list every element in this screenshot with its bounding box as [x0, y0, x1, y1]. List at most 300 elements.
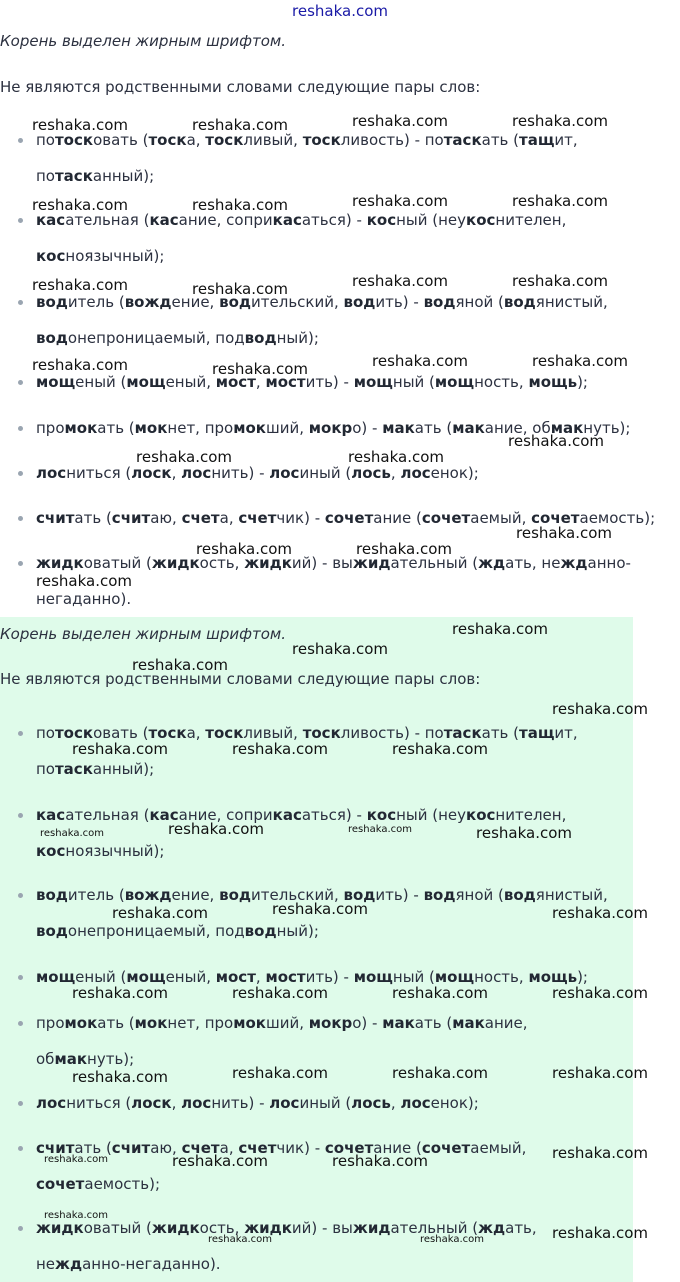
word-part: яной (: [455, 886, 504, 904]
word-part: овать (: [93, 131, 149, 149]
list-item-line: [36, 246, 164, 266]
word-root: вод: [244, 922, 277, 940]
word-root: кас: [272, 806, 302, 824]
word-root: мок: [64, 419, 98, 437]
word-root: тоск: [302, 131, 341, 149]
root-note: Корень выделен жирным шрифтом.: [0, 32, 287, 50]
watermark-text: reshaka.com: [352, 192, 448, 210]
word-part: ить) -: [375, 293, 424, 311]
word-part: ение,: [171, 293, 220, 311]
word-part: нуть);: [583, 419, 631, 437]
word-root: тоск: [205, 724, 244, 742]
bullet-icon: [18, 516, 23, 521]
intro-text: Не являются родственными словами следующие пары слов:: [0, 78, 481, 96]
word-part: ить) -: [305, 968, 354, 986]
watermark-text: reshaka.com: [208, 1234, 272, 1245]
word-root: мощ: [434, 968, 475, 986]
word-part: аться) -: [301, 806, 367, 824]
bullet-icon: [18, 731, 23, 736]
word-root: таск: [443, 724, 482, 742]
word-root: кос: [366, 211, 397, 229]
word-part: аемость);: [84, 1175, 161, 1193]
word-part: а,: [219, 509, 239, 527]
word-root: лос: [181, 1094, 212, 1112]
word-part: нить) -: [211, 464, 270, 482]
word-part: об: [36, 1050, 55, 1068]
word-root: кос: [466, 211, 496, 229]
word-root: мощ: [353, 373, 393, 391]
word-part: анно-негаданно).: [82, 1255, 221, 1273]
word-part: ный (неу: [396, 211, 467, 229]
watermark-text: reshaka.com: [452, 620, 548, 638]
word-part: аемый,: [470, 509, 532, 527]
watermark-text: reshaka.com: [168, 820, 264, 838]
word-root: кос: [466, 806, 496, 824]
word-part: по: [36, 724, 55, 742]
bullet-icon: [18, 1146, 23, 1151]
word-root: жд: [478, 1219, 506, 1237]
watermark-text: reshaka.com: [508, 432, 604, 450]
watermark-text: reshaka.com: [32, 276, 128, 294]
watermark-text: reshaka.com: [552, 1144, 648, 1162]
word-root: мокр: [308, 1014, 353, 1032]
word-part: );: [577, 968, 588, 986]
word-root: кас: [149, 211, 179, 229]
watermark-text: reshaka.com: [172, 1152, 268, 1170]
word-root: тоск: [148, 724, 187, 742]
word-part: нуть);: [87, 1050, 135, 1068]
watermark-text: reshaka.com: [72, 1068, 168, 1086]
bullet-icon: [18, 813, 23, 818]
word-part: по: [36, 760, 55, 778]
word-part: ать (: [414, 1014, 453, 1032]
watermark-text: reshaka.com: [392, 1064, 488, 1082]
word-root: жид: [352, 1219, 391, 1237]
word-root: мощ: [36, 373, 76, 391]
watermark-text: reshaka.com: [32, 196, 128, 214]
word-part: );: [577, 373, 588, 391]
word-part: ать (: [481, 131, 520, 149]
word-root: тащ: [519, 131, 555, 149]
word-root: кас: [36, 806, 66, 824]
list-item-line: [36, 1013, 528, 1033]
word-part: ательная (: [65, 211, 150, 229]
list-item-line: [36, 805, 566, 825]
watermark-text: reshaka.com: [44, 1154, 108, 1165]
word-part: анный);: [92, 167, 155, 185]
word-part: о) -: [352, 1014, 383, 1032]
word-part: анно-: [587, 554, 631, 572]
word-root: счит: [111, 1139, 151, 1157]
word-root: вод: [219, 293, 252, 311]
word-part: ниться (: [66, 1094, 132, 1112]
word-part: ание,: [484, 1014, 528, 1032]
answer-block-2: [0, 617, 633, 1282]
word-part: ливый,: [243, 131, 303, 149]
word-part: ательный (: [390, 554, 479, 572]
word-part: ,: [390, 1094, 401, 1112]
watermark-text: reshaka.com: [32, 356, 128, 374]
word-root: лоск: [131, 464, 172, 482]
watermark-text: reshaka.com: [40, 828, 104, 839]
word-part: яной (: [455, 293, 504, 311]
list-item-line: [36, 1138, 526, 1158]
word-root: вод: [343, 293, 376, 311]
word-part: о) -: [352, 419, 383, 437]
word-root: мощ: [353, 968, 393, 986]
word-part: аю,: [150, 509, 182, 527]
word-root: счит: [36, 509, 75, 527]
word-part: ий) - вы: [291, 1219, 353, 1237]
word-part: оватый (: [83, 554, 152, 572]
watermark-text: reshaka.com: [232, 740, 328, 758]
word-part: ание (: [373, 1139, 422, 1157]
watermark-text: reshaka.com: [136, 448, 232, 466]
word-root: жд: [55, 1255, 83, 1273]
word-root: тащ: [519, 724, 555, 742]
word-root: лос: [269, 464, 300, 482]
word-part: чик) -: [276, 1139, 325, 1157]
word-root: вод: [244, 329, 277, 347]
watermark-text: reshaka.com: [272, 900, 368, 918]
word-part: ,: [255, 968, 266, 986]
word-root: сочет: [324, 1139, 374, 1157]
word-root: мокр: [308, 419, 353, 437]
word-root: кос: [366, 806, 397, 824]
word-root: таск: [54, 760, 93, 778]
word-root: лос: [400, 1094, 431, 1112]
word-part: ит,: [554, 131, 578, 149]
word-part: онепроницаемый, под: [67, 922, 245, 940]
word-root: сочет: [531, 509, 580, 527]
watermark-text: reshaka.com: [420, 1234, 484, 1245]
word-root: мок: [134, 419, 168, 437]
bullet-icon: [18, 138, 23, 143]
word-part: аю,: [150, 1139, 182, 1157]
word-part: ,: [390, 464, 401, 482]
word-root: лос: [181, 464, 212, 482]
word-part: анный);: [92, 760, 155, 778]
list-item-line: [36, 759, 154, 779]
word-root: счет: [181, 509, 220, 527]
word-root: вожд: [124, 886, 172, 904]
word-part: нет, про: [167, 1014, 234, 1032]
word-part: про: [36, 1014, 65, 1032]
word-part: ный (неу: [396, 806, 467, 824]
word-root: счет: [238, 509, 277, 527]
watermark-text: reshaka.com: [512, 272, 608, 290]
watermark-text: reshaka.com: [112, 904, 208, 922]
word-root: мак: [382, 1014, 415, 1032]
word-root: вод: [219, 886, 252, 904]
word-root: тоск: [54, 131, 94, 149]
word-part: ать (: [481, 724, 520, 742]
word-root: вожд: [124, 293, 172, 311]
word-root: лос: [36, 1094, 67, 1112]
watermark-text: reshaka.com: [552, 984, 648, 1002]
word-root: жидк: [36, 1219, 84, 1237]
word-part: ный (: [392, 968, 435, 986]
word-root: вод: [503, 293, 536, 311]
word-root: жд: [560, 554, 588, 572]
word-part: негаданно).: [36, 590, 132, 608]
word-root: кос: [36, 247, 66, 265]
word-part: итель (: [67, 886, 125, 904]
word-root: счет: [238, 1139, 277, 1157]
word-root: мощь: [528, 373, 578, 391]
word-part: ность,: [474, 968, 529, 986]
bullet-icon: [18, 1226, 23, 1231]
word-root: тоск: [302, 724, 341, 742]
word-part: янистый,: [535, 293, 608, 311]
word-part: аться) -: [301, 211, 367, 229]
watermark-text: reshaka.com: [232, 1064, 328, 1082]
word-root: мощ: [36, 968, 76, 986]
watermark-text: reshaka.com: [476, 824, 572, 842]
watermark-text: reshaka.com: [512, 192, 608, 210]
word-root: сочет: [36, 1175, 85, 1193]
watermark-text: reshaka.com: [392, 740, 488, 758]
watermark-text: reshaka.com: [192, 280, 288, 298]
list-item-line: [36, 1049, 134, 1069]
word-part: ливый,: [243, 724, 303, 742]
word-root: вод: [36, 886, 68, 904]
word-root: мощь: [528, 968, 578, 986]
word-part: нить) -: [211, 1094, 270, 1112]
word-root: вод: [36, 922, 68, 940]
word-part: не: [36, 1255, 56, 1273]
word-part: ший,: [265, 419, 309, 437]
word-root: мак: [550, 419, 584, 437]
word-part: енок);: [430, 464, 479, 482]
list-item-line: [36, 166, 154, 186]
watermark-text: reshaka.com: [552, 700, 648, 718]
word-root: вод: [503, 886, 536, 904]
word-part: аемость);: [579, 509, 656, 527]
word-root: лось: [351, 1094, 391, 1112]
word-root: таск: [443, 131, 482, 149]
word-root: лос: [269, 1094, 300, 1112]
word-part: еный,: [165, 968, 216, 986]
word-root: лос: [400, 464, 431, 482]
word-part: ать (: [97, 1014, 135, 1032]
site-header[interactable]: reshaka.com: [292, 2, 388, 20]
word-part: ание, сопри: [178, 806, 273, 824]
word-root: кас: [149, 806, 179, 824]
watermark-text: reshaka.com: [348, 824, 412, 835]
bullet-icon: [18, 426, 23, 431]
word-part: ливость) - по: [340, 131, 444, 149]
word-part: нителен,: [495, 211, 567, 229]
word-root: сочет: [324, 509, 374, 527]
watermark-text: reshaka.com: [516, 524, 612, 542]
watermark-text: reshaka.com: [352, 112, 448, 130]
watermark-text: reshaka.com: [532, 352, 628, 370]
list-item-line: [36, 553, 631, 573]
intro-text: Не являются родственными словами следующие пары слов:: [0, 670, 481, 688]
watermark-text: reshaka.com: [292, 640, 388, 658]
watermark-text: reshaka.com: [232, 984, 328, 1002]
watermark-text: reshaka.com: [552, 904, 648, 922]
word-root: мост: [215, 968, 256, 986]
watermark-text: reshaka.com: [32, 116, 128, 134]
word-root: мост: [265, 968, 306, 986]
word-part: ноязычный);: [65, 247, 165, 265]
bullet-icon: [18, 975, 23, 980]
list-item-line: [36, 328, 319, 348]
word-part: по: [36, 167, 55, 185]
list-item-line: [36, 1254, 221, 1274]
word-part: чик) -: [276, 509, 325, 527]
word-root: вод: [36, 293, 68, 311]
list-item-line: [36, 841, 164, 861]
word-part: овать (: [93, 724, 149, 742]
word-part: ать, не: [505, 554, 561, 572]
watermark-text: reshaka.com: [192, 196, 288, 214]
word-root: кос: [36, 842, 66, 860]
word-root: кас: [36, 211, 66, 229]
word-part: ий) - вы: [291, 554, 353, 572]
word-root: вод: [423, 886, 456, 904]
word-root: мак: [382, 419, 415, 437]
bullet-icon: [18, 218, 23, 223]
list-item-line: [36, 921, 319, 941]
word-part: ость,: [199, 554, 245, 572]
bullet-icon: [18, 380, 23, 385]
word-root: сочет: [421, 1139, 471, 1157]
word-part: еный,: [165, 373, 216, 391]
word-part: а,: [186, 131, 206, 149]
word-root: лоск: [131, 1094, 172, 1112]
word-root: лос: [36, 464, 67, 482]
word-part: а,: [186, 724, 206, 742]
word-part: ость,: [199, 1219, 245, 1237]
word-part: ить) -: [305, 373, 354, 391]
word-part: ать (: [97, 419, 135, 437]
word-root: мок: [233, 419, 266, 437]
list-item-line: [36, 463, 479, 483]
watermark-text: reshaka.com: [192, 116, 288, 134]
word-part: ный);: [276, 329, 319, 347]
word-root: жидк: [151, 1219, 200, 1237]
word-part: ительский,: [251, 293, 344, 311]
word-part: иный (: [299, 464, 352, 482]
word-part: ный);: [276, 922, 319, 940]
word-root: счит: [36, 1139, 75, 1157]
word-part: ить) -: [375, 886, 424, 904]
watermark-text: reshaka.com: [512, 112, 608, 130]
bullet-icon: [18, 300, 23, 305]
word-part: ение,: [171, 886, 220, 904]
watermark-text: reshaka.com: [552, 1224, 648, 1242]
word-part: ,: [171, 464, 182, 482]
word-part: итель (: [67, 293, 125, 311]
list-item-line: [36, 372, 588, 392]
word-part: янистый,: [535, 886, 608, 904]
word-root: мок: [134, 1014, 168, 1032]
word-part: ительский,: [251, 886, 344, 904]
word-root: жидк: [244, 554, 292, 572]
watermark-text: reshaka.com: [352, 272, 448, 290]
list-item-line: [36, 1093, 479, 1113]
word-root: мок: [233, 1014, 266, 1032]
watermark-text: reshaka.com: [356, 540, 452, 558]
word-part: по: [36, 131, 55, 149]
list-item-line: [36, 292, 608, 312]
word-root: мощ: [126, 373, 166, 391]
word-root: тоск: [205, 131, 244, 149]
word-part: оватый (: [83, 1219, 152, 1237]
word-part: ,: [171, 1094, 182, 1112]
watermark-text: reshaka.com: [196, 540, 292, 558]
word-root: мок: [64, 1014, 98, 1032]
word-part: ать (: [74, 1139, 112, 1157]
word-part: еный (: [75, 373, 127, 391]
word-part: про: [36, 419, 65, 437]
word-part: ание, об: [484, 419, 551, 437]
watermark-text: reshaka.com: [36, 572, 132, 590]
word-part: ать (: [74, 509, 112, 527]
word-part: онепроницаемый, под: [67, 329, 245, 347]
word-part: а,: [219, 1139, 239, 1157]
word-part: ливость) - по: [340, 724, 444, 742]
word-root: жидк: [244, 1219, 292, 1237]
word-part: ность,: [474, 373, 529, 391]
word-root: тоск: [54, 724, 94, 742]
word-root: мост: [265, 373, 306, 391]
watermark-text: reshaka.com: [44, 1210, 108, 1221]
word-part: ный (: [392, 373, 435, 391]
word-part: ательный (: [390, 1219, 479, 1237]
word-root: мак: [452, 419, 485, 437]
word-root: кас: [272, 211, 302, 229]
word-part: ание, сопри: [178, 211, 273, 229]
root-note: Корень выделен жирным шрифтом.: [0, 625, 287, 643]
word-root: таск: [54, 167, 93, 185]
word-root: тоск: [148, 131, 187, 149]
bullet-icon: [18, 893, 23, 898]
watermark-text: reshaka.com: [372, 352, 468, 370]
word-part: иный (: [299, 1094, 352, 1112]
word-root: мощ: [434, 373, 475, 391]
watermark-text: reshaka.com: [332, 1152, 428, 1170]
word-root: лось: [351, 464, 391, 482]
word-part: енок);: [430, 1094, 479, 1112]
word-part: ит,: [554, 724, 578, 742]
word-root: мощ: [126, 968, 166, 986]
word-part: ательная (: [65, 806, 150, 824]
watermark-text: reshaka.com: [72, 740, 168, 758]
word-root: мак: [452, 1014, 485, 1032]
word-root: вод: [423, 293, 456, 311]
word-part: нителен,: [495, 806, 567, 824]
watermark-text: reshaka.com: [552, 1064, 648, 1082]
word-root: мак: [54, 1050, 88, 1068]
watermark-text: reshaka.com: [392, 984, 488, 1002]
watermark-text: reshaka.com: [72, 984, 168, 1002]
watermark-text: reshaka.com: [212, 360, 308, 378]
word-part: ший,: [265, 1014, 309, 1032]
word-root: мост: [215, 373, 256, 391]
word-root: счит: [111, 509, 151, 527]
word-root: жидк: [36, 554, 84, 572]
watermark-text: reshaka.com: [348, 448, 444, 466]
bullet-icon: [18, 561, 23, 566]
word-root: жид: [352, 554, 391, 572]
word-part: ать,: [505, 1219, 537, 1237]
bullet-icon: [18, 471, 23, 476]
bullet-icon: [18, 1021, 23, 1026]
